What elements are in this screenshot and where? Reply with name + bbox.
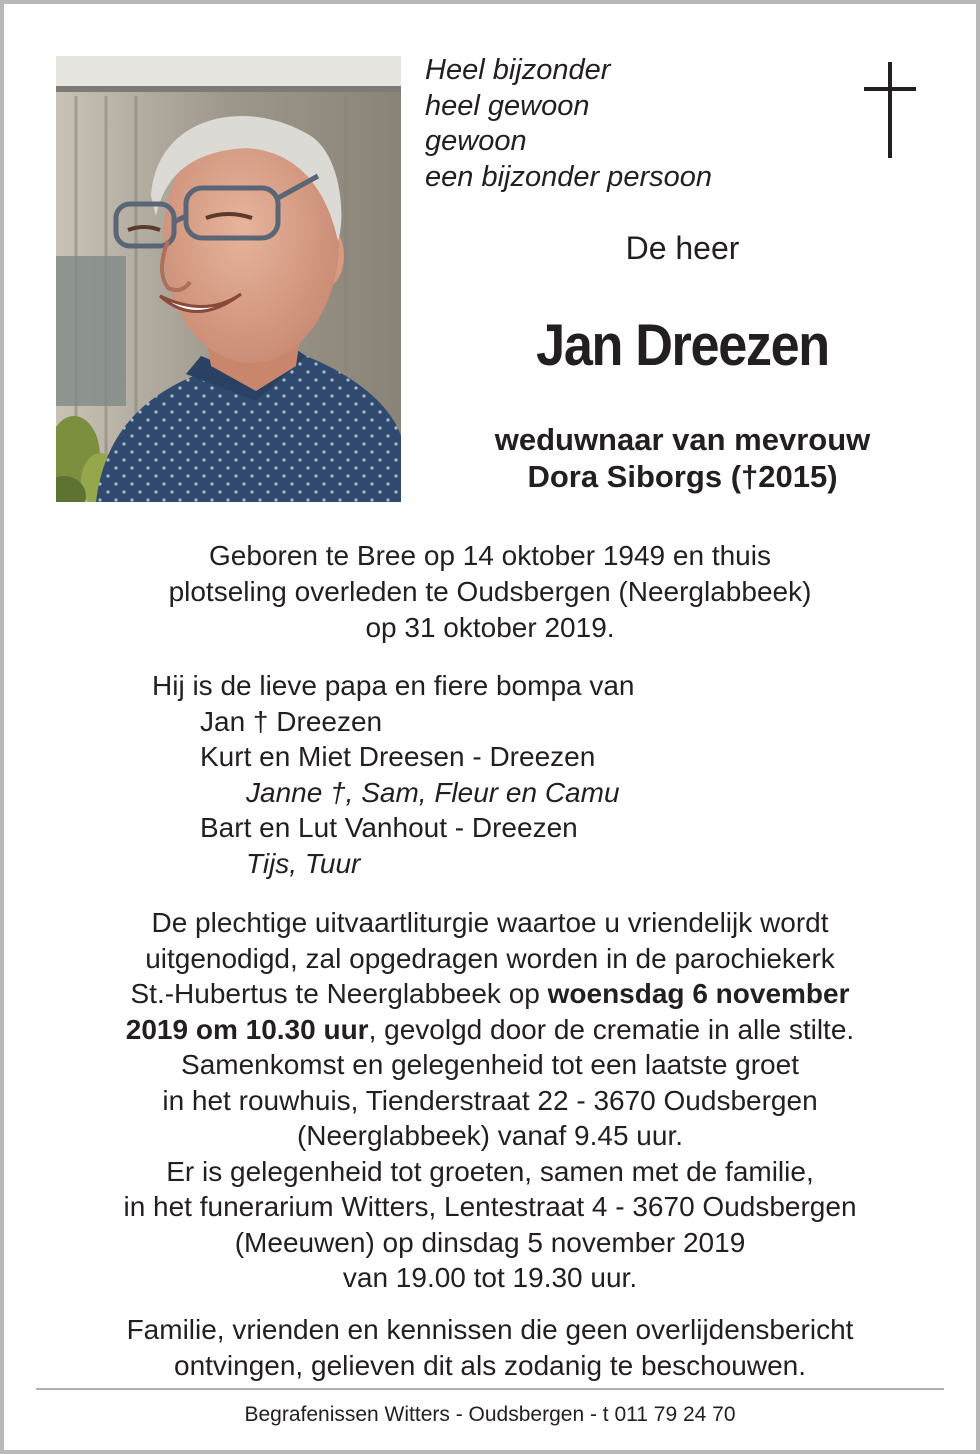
- divider: [36, 1388, 944, 1390]
- footer: Begrafenissen Witters - Oudsbergen - t 011 79 24 70: [244, 1403, 736, 1426]
- portrait-photo: [56, 56, 401, 502]
- family-member: Bart en Lut Vanhout - Dreezen: [200, 812, 578, 843]
- notice-line: ontvingen, gelieven dit als zodanig te beschouwen.: [174, 1349, 806, 1381]
- funeral-line: Samenkomst en gelegenheid tot een laatste groet: [181, 1049, 799, 1080]
- spouse-line: Dora Siborgs (†2015): [527, 459, 838, 494]
- funeral-line: (Meeuwen) op dinsdag 5 november 2019: [234, 1226, 746, 1258]
- deceased-name: Jan Dreezen: [536, 313, 829, 378]
- funeral-line: in het rouwhuis, Tienderstraat 22 - 3670 Oudsbergen: [162, 1084, 818, 1116]
- family-list: [152, 668, 635, 881]
- family-member: Kurt en Miet Dreesen - Dreezen: [200, 741, 596, 772]
- birth-death-line: op 31 oktober 2019.: [365, 612, 615, 643]
- grandchildren: Janne †, Sam, Fleur en Camu: [246, 776, 620, 808]
- honorific-title: De heer: [625, 230, 740, 266]
- poem: [425, 53, 712, 195]
- poem-line: Heel bijzonder: [425, 54, 611, 86]
- poem-line: gewoon: [425, 125, 527, 157]
- notice-line: Familie, vrienden en kennissen die geen overlijdensbericht: [126, 1314, 854, 1345]
- funeral-line: van 19.00 tot 19.30 uur.: [342, 1262, 638, 1293]
- funeral-line: uitgenodigd, zal opgedragen worden in de parochiekerk: [145, 942, 835, 974]
- funeral-info: [40, 905, 940, 1296]
- funeral-date: woensdag 6 november: [547, 978, 850, 1009]
- funeral-time: 2019 om 10.30 uur: [125, 1013, 369, 1045]
- poem-line: een bijzonder persoon: [425, 160, 712, 193]
- funeral-line: in het funerarium Witters, Lentestraat 4 - 3670 Oudsbergen: [123, 1191, 857, 1222]
- cross-icon: [862, 60, 918, 160]
- birth-death-line: Geboren te Bree op 14 oktober 1949 en thuis: [209, 540, 771, 571]
- funeral-line: De plechtige uitvaartliturgie waartoe u vriendelijk wordt: [151, 907, 829, 938]
- spouse-line: weduwnaar van mevrouw: [494, 422, 871, 457]
- birth-death-line: plotseling overleden te Oudsbergen (Neerglabbeek): [168, 576, 812, 607]
- funeral-line: (Neerglabbeek) vanaf 9.45 uur.: [296, 1120, 684, 1151]
- grandchildren: Tijs, Tuur: [246, 847, 361, 879]
- poem-line: heel gewoon: [425, 89, 590, 122]
- family-intro: Hij is de lieve papa en fiere bompa van: [152, 670, 635, 701]
- notice: [40, 1312, 940, 1383]
- funeral-line: Er is gelegenheid tot groeten, samen met de familie,: [166, 1155, 814, 1187]
- funeral-cremation: , gevolgd door de crematie in alle stilte.: [368, 1013, 855, 1045]
- birth-death-info: [40, 538, 940, 646]
- spouse-info: [430, 421, 935, 495]
- funeral-line: [40, 976, 940, 1012]
- funeral-line: [40, 1012, 940, 1048]
- family-member: Jan † Dreezen: [200, 705, 383, 737]
- funeral-church: St.-Hubertus te Neerglabbeek op: [130, 978, 548, 1009]
